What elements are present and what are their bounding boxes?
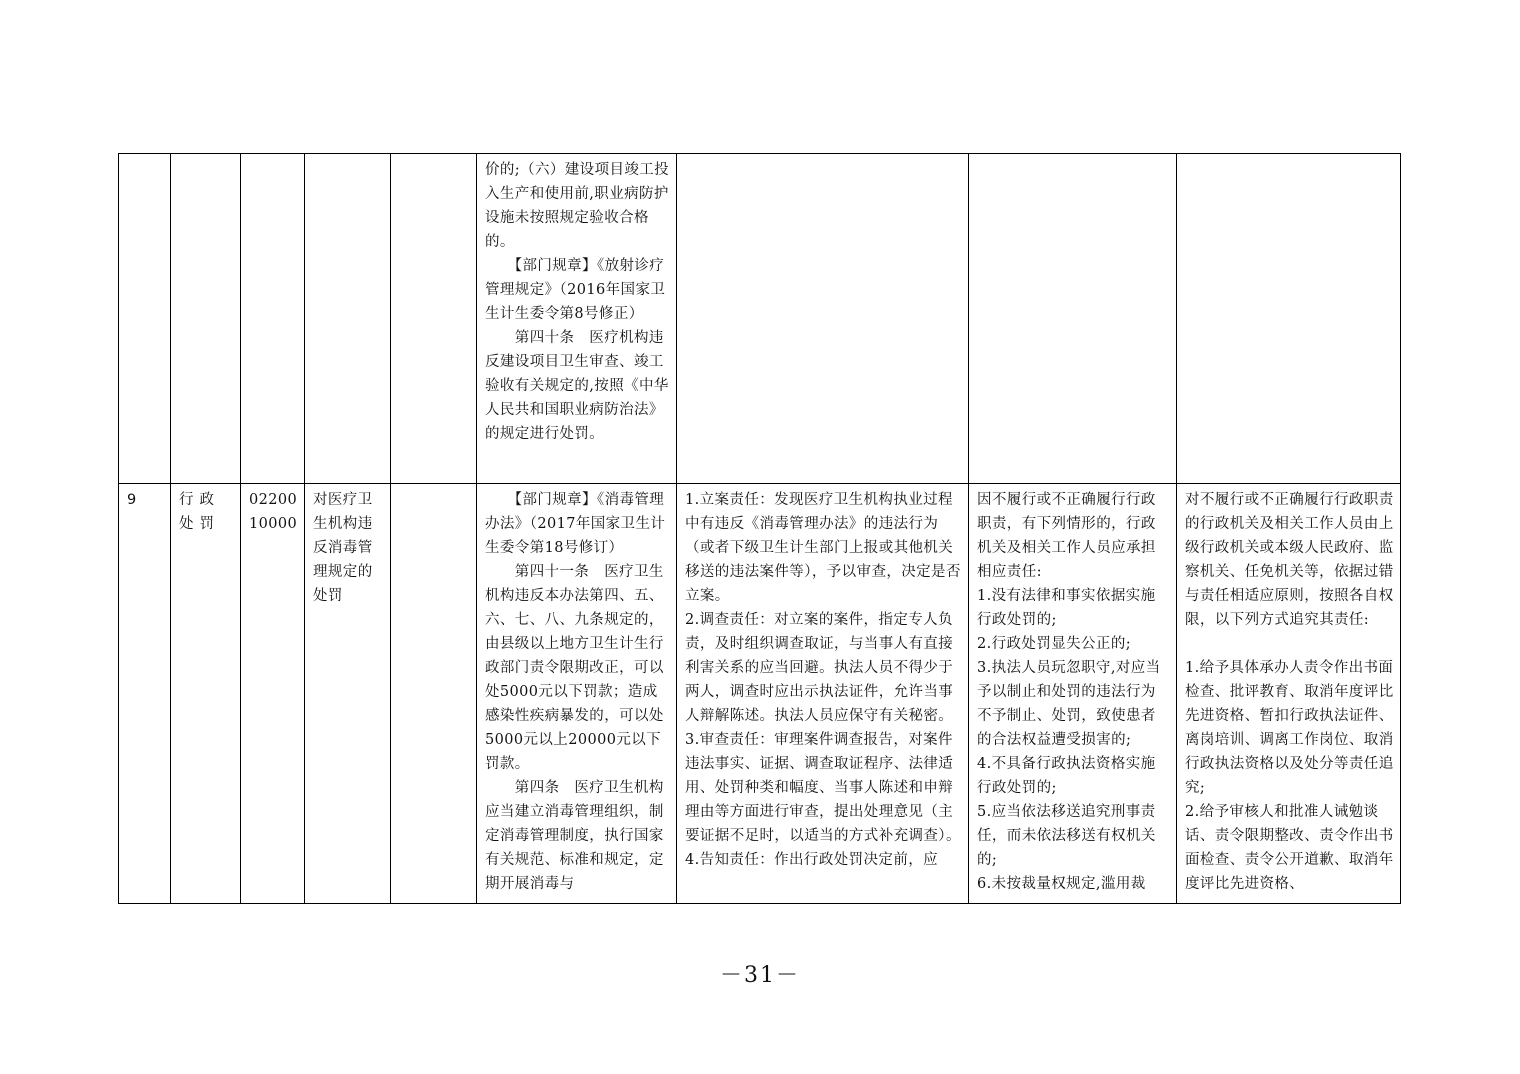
index-cell: 9 xyxy=(119,484,171,904)
code-cell: 02200 10000 xyxy=(241,484,305,904)
index-cell xyxy=(119,154,171,484)
category-cell: 行政处罚 xyxy=(171,484,241,904)
table-row xyxy=(119,484,1401,904)
responsibility-cell: 1.立案责任：发现医疗卫生机构执业过程中有违反《消毒管理办法》的违法行为（或者下级卫生计生部门上报或其他机关移送的违法案件等），予以审查，决定是否立案。 2.调查责任：对立案的案件，指定专人负责，及时组织调查取证，与当事人有直接利害关系的应当回避。执法人员不得少于两人，调查时应出示执法证件，允许当事人辩解陈述。执法人员应保守有关秘密。 3.审查责任：审理案件调查报告，对案件违法事实、证据、调查取证程序、法律适用、处罚种类和幅度、当事人陈述和申辩理由等方面进行审查，提出处理意见（主要证据不足时，以适当的方式补充调查）。 4.告知责任：作出行政处罚决定前，应 xyxy=(677,484,969,904)
item-name-cell: 对医疗卫生机构违反消毒管理规定的处罚 xyxy=(305,484,391,904)
category-cell xyxy=(171,154,241,484)
page-number: －31－ xyxy=(720,963,800,988)
code-cell xyxy=(241,154,305,484)
responsibility-table xyxy=(118,153,1401,904)
accountability-situations-cell xyxy=(969,154,1177,484)
basis-cell: 价的;（六）建设项目竣工投入生产和使用前,职业病防护设施未按照规定验收合格的。 【部门规章】《放射诊疗管理规定》（2016年国家卫生计生委令第8号修正） 第四十条 医疗机构违反建设项目卫生审查、竣工验收有关规定的,按照《中华人民共和国职业病防治法》的规定进行处罚。 xyxy=(477,154,677,484)
sub-item-cell xyxy=(391,484,477,904)
basis-cell: 【部门规章】《消毒管理办法》（2017年国家卫生计生委令第18号修订） 第四十一条 医疗卫生机构违反本办法第四、五、六、七、八、九条规定的，由县级以上地方卫生计生行政部门责令限期改正，可以处5000元以下罚款；造成感染性疾病暴发的，可以处5000元以上20000元以下罚款。 第四条 医疗卫生机构应当建立消毒管理组织，制定消毒管理制度，执行国家有关规范、标准和规定，定期开展消毒与 xyxy=(477,484,677,904)
sub-item-cell xyxy=(391,154,477,484)
accountability-methods-cell xyxy=(1177,154,1401,484)
table-row xyxy=(119,154,1401,484)
accountability-situations-cell: 因不履行或不正确履行行政职责，有下列情形的，行政机关及相关工作人员应承担相应责任: 1.没有法律和事实依据实施行政处罚的; 2.行政处罚显失公正的; 3.执法人员玩忽职守,对应当予以制止和处罚的违法行为不予制止、处罚，致使患者的合法权益遭受损害的; 4.不具备行政执法资格实施行政处罚的; 5.应当依法移送追究刑事责任，而未依法移送有权机关的; 6.未按裁量权规定,滥用裁 xyxy=(969,484,1177,904)
item-name-cell xyxy=(305,154,391,484)
accountability-methods-cell: 对不履行或不正确履行行政职责的行政机关及相关工作人员由上级行政机关或本级人民政府、监察机关、任免机关等，依据过错与责任相适应原则，按照各自权限，以下列方式追究其责任: 1.给予具体承办人责令作出书面检查、批评教育、取消年度评比先进资格、暂扣行政执法证件、离岗培训、调离工作岗位、取消行政执法资格以及处分等责任追究; 2.给予审核人和批准人诫勉谈话、责令限期整改、责令作出书面检查、责令公开道歉、取消年度评比先进资格、 xyxy=(1177,484,1401,904)
responsibility-cell xyxy=(677,154,969,484)
